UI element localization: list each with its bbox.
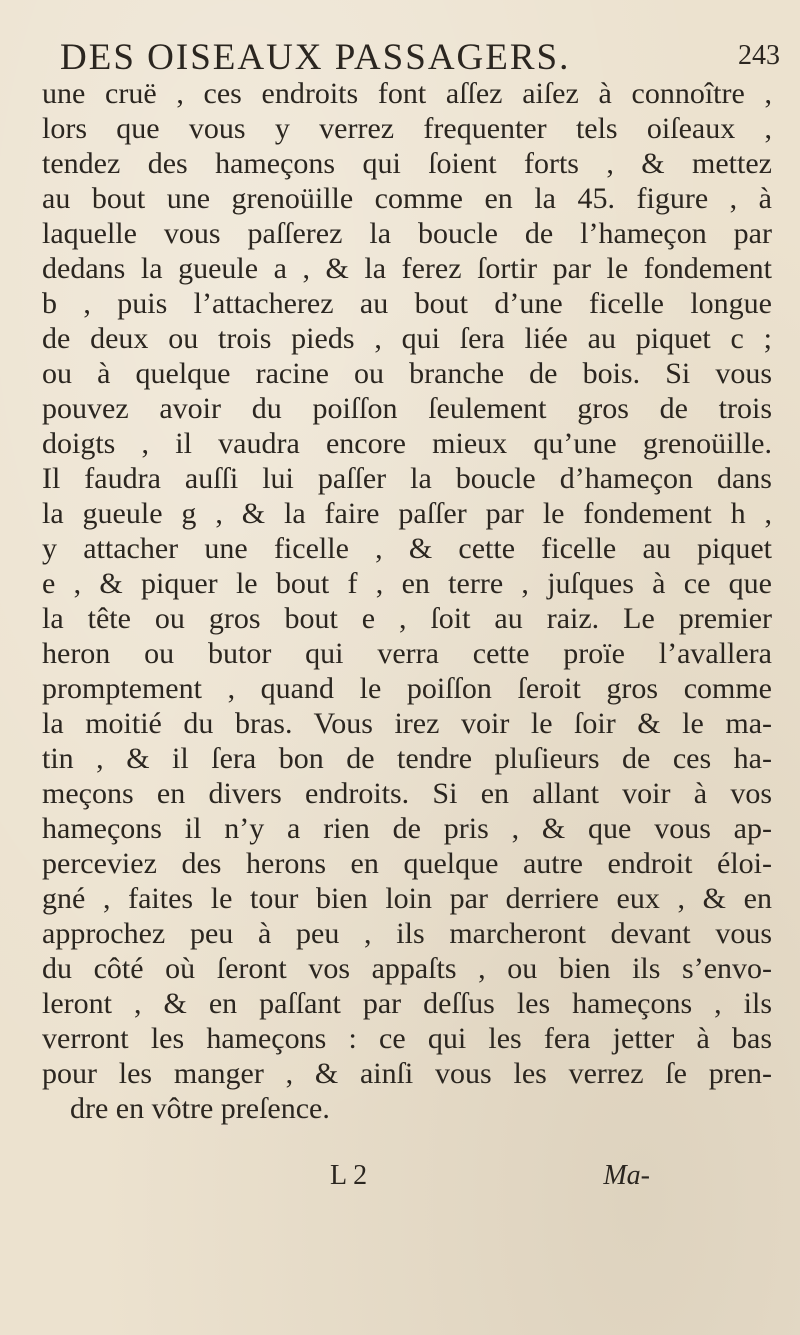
text-line: approchez peu à peu , ils marcheront devant vous: [42, 917, 772, 950]
text-line: la moitié du bras. Vous irez voir le ſoir & le ma-: [42, 707, 772, 740]
text-line: promptement , quand le poiſſon ſeroit gros comme: [42, 672, 772, 705]
text-line: la gueule g , & la faire paſſer par le fondement h ,: [42, 497, 772, 530]
body-text: [42, 76, 772, 1126]
text-line: meçons en divers endroits. Si en allant voir à vos: [42, 777, 772, 810]
text-line: heron ou butor qui verra cette proïe l’avallera: [42, 637, 772, 670]
text-line: doigts , il vaudra encore mieux qu’une grenoüille.: [42, 427, 772, 460]
text-line: laquelle vous paſſerez la boucle de l’hameçon par: [42, 217, 772, 250]
text-line: la tête ou gros bout e , ſoit au raiz. Le premier: [42, 602, 772, 635]
text-line: b , puis l’attacherez au bout d’une ficelle longue: [42, 287, 772, 320]
text-line: dedans la gueule a , & la ferez ſortir par le fondement: [42, 252, 772, 285]
text-line: hameçons il n’y a rien de pris , & que vous ap-: [42, 812, 772, 845]
text-line: leront , & en paſſant par deſſus les hameçons , ils: [42, 987, 772, 1020]
text-line: une cruë , ces endroits font aſſez aiſez à connoître ,: [42, 77, 772, 110]
catchword: Ma-: [603, 1160, 650, 1191]
text-line: Il faudra auſſi lui paſſer la boucle d’hameçon dans: [42, 462, 772, 495]
text-line: gné , faites le tour bien loin par derriere eux , & en: [42, 882, 772, 915]
text-line: lors que vous y verrez frequenter tels oiſeaux ,: [42, 112, 772, 145]
page-footer: [330, 1160, 650, 1200]
text-line: y attacher une ficelle , & cette ficelle au piquet: [42, 532, 772, 565]
text-line: perceviez des herons en quelque autre endroit éloi-: [42, 847, 772, 880]
text-line: de deux ou trois pieds , qui ſera liée au piquet c ;: [42, 322, 772, 355]
signature-mark: L 2: [330, 1160, 368, 1191]
text-line: verront les hameçons : ce qui les fera jetter à bas: [42, 1022, 772, 1055]
text-line: tin , & il ſera bon de tendre pluſieurs de ces ha-: [42, 742, 772, 775]
text-line: du côté où ſeront vos appaſts , ou bien ils s’envo-: [42, 952, 772, 985]
text-line-final: dre en vôtre preſence.: [70, 1092, 330, 1125]
running-title: DES OISEAUX PASSAGERS.: [60, 37, 571, 78]
text-line: tendez des hameçons qui ſoient forts , & mettez: [42, 147, 772, 180]
text-line: pouvez avoir du poiſſon ſeulement gros de trois: [42, 392, 772, 425]
text-line: e , & piquer le bout f , en terre , juſques à ce que: [42, 567, 772, 600]
text-line: ou à quelque racine ou branche de bois. Si vous: [42, 357, 772, 390]
text-line: pour les manger , & ainſi vous les verrez ſe pren-: [42, 1057, 772, 1090]
page-number: 243: [738, 40, 780, 71]
text-line: au bout une grenoüille comme en la 45. figure , à: [42, 182, 772, 215]
